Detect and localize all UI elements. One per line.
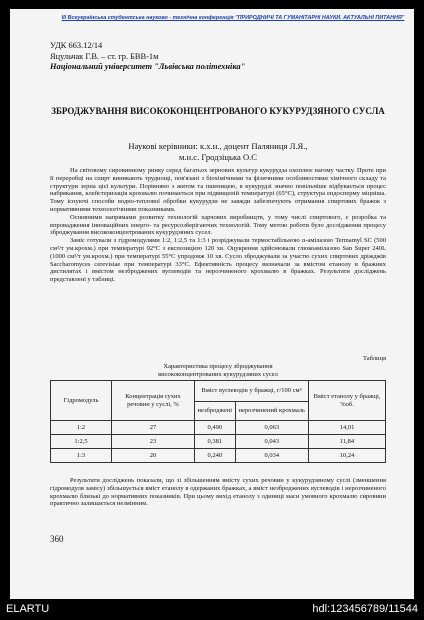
header-hydromodule: Гідромодуль: [51, 381, 112, 421]
paragraph-aims: Основними напрямами розвитку технологій харчових виробництв, у тому числі спиртового, є розробка та впровадження інноваційних енерго- та ресурсозберігаючих технологій. Тому метою роботи було дослідження процесу зброджування висококонцентрованих кукурудзяних сусел.: [50, 213, 386, 237]
table-caption-line-2: висококонцентрованих кукурудзяних сусел: [158, 370, 278, 378]
paragraph-intro: На світовому сировинному ринку серед багатьох зернових культур кукурудза охоплює вагому частку. Проте при її переробці на спирт виникають труднощі, пов'язані з біохімічними та фізичними особливостями хімічного складу та структури зерна цієї культури. Порівняно з житом та пшеницею, в кукурудзі значно повільніше відбувається процес набрякання, клейстеризація крохмалю починається при підвищеній температурі (65°С), структура ендосперму міцніша. Тому існуючі способи водно-теплової обробки кукурудзи не завжди забезпечують отримання спиртових бражок з нормативними технологічними показниками.: [50, 167, 386, 213]
document-page: [10, 9, 414, 599]
supervisors-line-1: Наукові керівники: к.х.н., доцент Паляниця Л.Я.,: [128, 141, 308, 151]
header-carbohydrates: Вміст вуглеводів у бражці, г/100 см³: [195, 381, 309, 402]
table-caption-line-1: Характеристика процесу зброджування: [163, 363, 273, 370]
cell-starch: 0,034: [235, 449, 308, 463]
paragraph-results: Результати досліджень показали, що зі збільшенням вмісту сухих речовин у кукурудзяному суслі (зменшення гідромодуля замісу) збільшується вміст етанолу в одержаних бражках, а вміст незброджених вуглеводів і нерозчиненого крохмалю близькі до нормативних показників. При цьому вихід етанолу з одиниці маси умовного крохмалю сировини практично залишається незмінним.: [50, 477, 386, 508]
supervisors-line-2: м.н.с. Гродзіцька О.С: [178, 151, 258, 162]
table-label: Таблиця: [362, 355, 386, 362]
paragraph-methods: Заміс готували з гідромодулями 1:2, 1:2,5 та 1:3 і розріджували термостабільною α-амілазою Termamyl SC (500 см³/т ум.крохм.) при температурі 92°С з експозицією 120 хв. Оцукрення здійснювали глюкоамілазою San Super 240L (1000 см³/т ум.крохм.) при температурі 55°С упродовж 10 хв. Сусло зброджували за участю сухих спиртових дріжджів Saccharomyces cerevisiae при температурі 33°С. Ефективність процесу визначали за вмістом етанолу в бражних дистилятах і вмістом незброджених вуглеводів та нерозчиненого крохмалю в бражках. Результати досліджень представлені у таблиці.: [50, 237, 386, 284]
cell-starch: 0,043: [235, 435, 308, 449]
cell-unfermented: 0,381: [195, 435, 236, 449]
page-number: 360: [50, 534, 64, 544]
body-text-bottom: [50, 477, 386, 508]
supervisors: [50, 141, 386, 162]
header-dry-matter: Концентрація сухих речовин у суслі, %: [112, 381, 195, 421]
header-ethanol: Вміст етанолу у бражці, %об.: [309, 381, 386, 421]
cell-hydromodule: 1:2,5: [51, 435, 112, 449]
cell-ethanol: 10,24: [309, 449, 386, 463]
affiliation: Національний університет "Львівська політехніка": [50, 62, 246, 72]
viewer-footer: [0, 601, 424, 620]
table-row: [51, 421, 386, 435]
paper-title: ЗБРОДЖУВАННЯ ВИСОКОКОНЦЕНТРОВАНОГО КУКУРУДЗЯНОГО СУСЛА: [51, 106, 385, 116]
cell-unfermented: 0,490: [195, 421, 236, 435]
cell-dry-matter: 27: [112, 421, 195, 435]
cell-hydromodule: 1:3: [51, 449, 112, 463]
cell-starch: 0,063: [235, 421, 308, 435]
table-caption: [50, 363, 386, 378]
header-undissolved-starch: нерозчинений крохмаль: [235, 402, 308, 421]
table-row: [51, 449, 386, 463]
cell-unfermented: 0,240: [195, 449, 236, 463]
cell-hydromodule: 1:2: [51, 421, 112, 435]
paper-meta: [50, 41, 245, 73]
body-text-top: [50, 167, 386, 284]
cell-ethanol: 14,01: [309, 421, 386, 435]
repository-label: ELARTU: [6, 603, 50, 615]
udc-code: УДК 663.12/14: [50, 41, 103, 50]
handle-identifier: hdl:123456789/11544: [312, 603, 418, 615]
author-line: Яцульчак Г.В. – ст. гр. БВВ-1м: [50, 51, 159, 61]
cell-ethanol: 11,84: [309, 435, 386, 449]
cell-dry-matter: 20: [112, 449, 195, 463]
conference-header: III Всеукраїнська студентська науково - технічна конференція "ПРИРОДНИЧІ ТА ГУМАНІТАРНІ НАУКИ. АКТУАЛЬНІ ПИТАННЯ": [61, 15, 405, 21]
table-row: [51, 435, 386, 449]
header-unfermented: незброджені: [195, 402, 236, 421]
cell-dry-matter: 23: [112, 435, 195, 449]
results-table: [50, 380, 386, 463]
